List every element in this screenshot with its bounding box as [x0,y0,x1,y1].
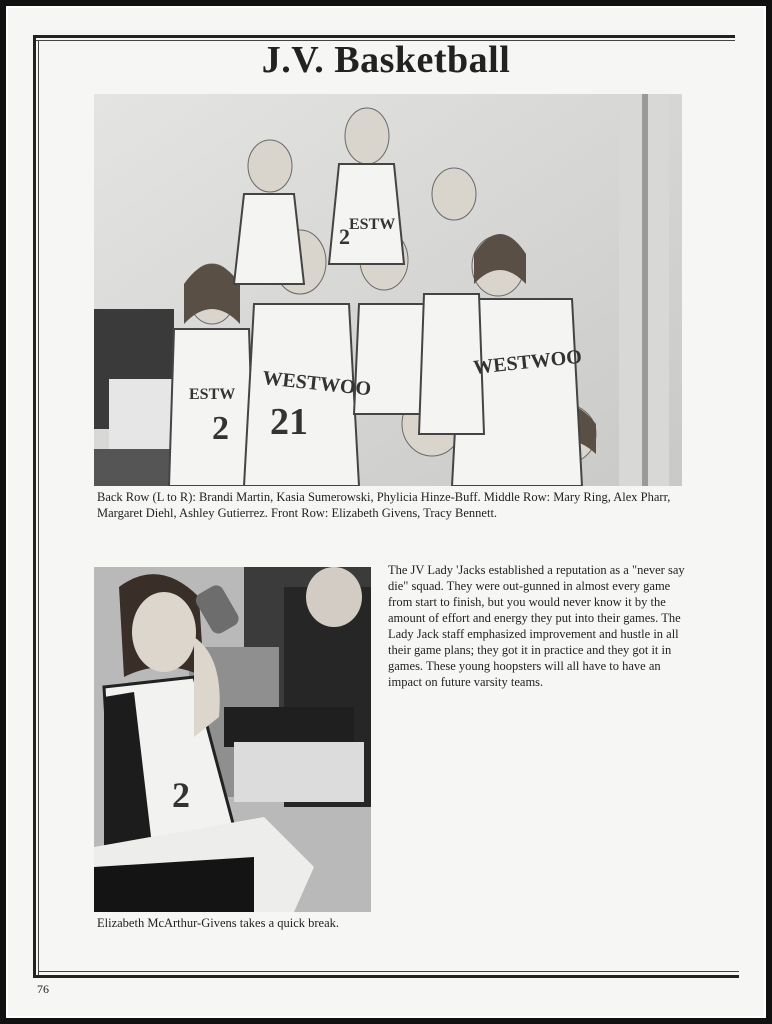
svg-text:2: 2 [212,410,229,447]
left-rule [33,35,36,978]
left-rule-inner [38,40,39,978]
team-photo-caption: Back Row (L to R): Brandi Martin, Kasia Sumerowski, Phylicia Hinze-Buff. Middle Row: Mary Ring, Alex Pharr, Margaret Diehl, Ashley Gutierrez. Front Row: Elizabeth Givens, Tracy Bennett. [97,490,671,520]
svg-text:21: 21 [270,401,308,443]
svg-text:2: 2 [339,224,350,249]
bottom-rule [33,975,739,978]
player-drinking-image [94,567,371,912]
article-body: The JV Lady 'Jacks established a reputation as a "never say die" squad. They were out-gunned in almost every game from start to finish, but you would never know it by the amount of effort and energy they put into their games. The Lady Jack staff emphasized improvement and hustle in all their game plans; they got it in practice and they got it in games. These young hoopsters will all have to have an impact on future varsity teams. [388,563,685,689]
bottom-rule-inner [38,971,739,972]
svg-text:WESTWOO: WESTWOO [261,367,373,401]
svg-text:WESTWOO: WESTWOO [472,345,583,379]
page-number: 76 [37,982,49,996]
break-photo-caption: Elizabeth McArthur-Givens takes a quick break. [97,916,340,930]
svg-text:ESTW: ESTW [349,216,396,233]
team-photo-image [94,94,682,486]
svg-text:2: 2 [172,775,190,815]
team-photo [94,94,682,486]
break-photo [94,567,371,912]
svg-text:ESTW: ESTW [189,386,236,403]
page-title: J.V. Basketball [261,39,511,81]
